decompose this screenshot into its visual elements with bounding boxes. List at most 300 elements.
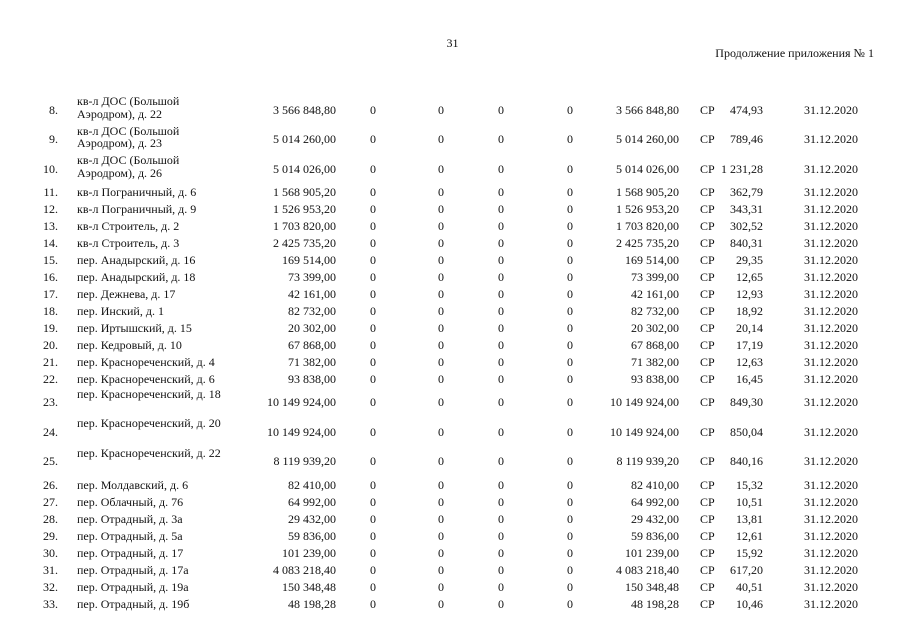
zero-cell-4: 0 xyxy=(567,355,573,369)
zero-cell-2: 0 xyxy=(438,395,444,410)
row-number: 22. xyxy=(43,372,58,386)
due-date-cell: 31.12.2020 xyxy=(804,477,858,492)
area-value-cell: 18,92 xyxy=(736,304,763,318)
address-cell: кв-л ДОС (Большой Аэродром), д. 23 xyxy=(77,123,180,150)
table-row xyxy=(0,286,905,303)
zero-cell-1: 0 xyxy=(370,161,376,176)
address-cell: пер. Иртышский, д. 15 xyxy=(77,320,192,335)
area-value-cell: 40,51 xyxy=(736,579,763,594)
source-code-cell: СР xyxy=(700,494,715,509)
area-value-cell: 302,52 xyxy=(730,219,763,233)
address-cell: пер. Краснореченский, д. 22 xyxy=(77,445,221,460)
zero-cell-2: 0 xyxy=(438,579,444,594)
source-code-cell: СР xyxy=(700,304,715,318)
total-amount-cell: 82 732,00 xyxy=(288,304,336,318)
row-number: 29. xyxy=(43,528,58,543)
row-number: 18. xyxy=(43,304,58,318)
source-code-cell: СР xyxy=(700,102,715,117)
table-row xyxy=(0,184,905,201)
funded-amount-cell: 20 302,00 xyxy=(631,321,679,335)
source-code-cell: СР xyxy=(700,596,715,611)
zero-cell-3: 0 xyxy=(498,161,504,176)
address-cell: пер. Анадырский, д. 16 xyxy=(77,252,196,267)
total-amount-cell: 67 868,00 xyxy=(288,338,336,352)
zero-cell-1: 0 xyxy=(370,477,376,492)
row-number: 16. xyxy=(43,270,58,284)
zero-cell-4: 0 xyxy=(567,579,573,594)
due-date-cell: 31.12.2020 xyxy=(804,161,858,176)
funded-amount-cell: 101 239,00 xyxy=(625,545,679,560)
total-amount-cell: 71 382,00 xyxy=(288,355,336,369)
area-value-cell: 12,93 xyxy=(736,287,763,301)
area-value-cell: 840,16 xyxy=(730,454,763,469)
zero-cell-2: 0 xyxy=(438,270,444,284)
table-row xyxy=(0,201,905,218)
table-row xyxy=(0,125,905,155)
zero-cell-2: 0 xyxy=(438,528,444,543)
zero-cell-4: 0 xyxy=(567,545,573,560)
zero-cell-4: 0 xyxy=(567,372,573,386)
source-code-cell: СР xyxy=(700,395,715,410)
total-amount-cell: 101 239,00 xyxy=(282,545,336,560)
area-value-cell: 617,20 xyxy=(730,562,763,577)
zero-cell-1: 0 xyxy=(370,528,376,543)
table-row xyxy=(0,252,905,269)
zero-cell-1: 0 xyxy=(370,132,376,147)
funded-amount-cell: 2 425 735,20 xyxy=(616,236,679,250)
row-number: 13. xyxy=(43,219,58,233)
area-value-cell: 13,81 xyxy=(736,511,763,526)
table-row xyxy=(0,95,905,125)
zero-cell-2: 0 xyxy=(438,338,444,352)
due-date-cell: 31.12.2020 xyxy=(804,528,858,543)
zero-cell-2: 0 xyxy=(438,236,444,250)
zero-cell-3: 0 xyxy=(498,304,504,318)
due-date-cell: 31.12.2020 xyxy=(804,511,858,526)
zero-cell-2: 0 xyxy=(438,102,444,117)
area-value-cell: 474,93 xyxy=(730,102,763,117)
funded-amount-cell: 82 732,00 xyxy=(631,304,679,318)
zero-cell-3: 0 xyxy=(498,132,504,147)
funded-amount-cell: 67 868,00 xyxy=(631,338,679,352)
zero-cell-3: 0 xyxy=(498,355,504,369)
zero-cell-4: 0 xyxy=(567,454,573,469)
area-value-cell: 850,04 xyxy=(730,424,763,439)
due-date-cell: 31.12.2020 xyxy=(804,596,858,611)
zero-cell-3: 0 xyxy=(498,454,504,469)
due-date-cell: 31.12.2020 xyxy=(804,562,858,577)
row-number: 15. xyxy=(43,253,58,267)
source-code-cell: СР xyxy=(700,454,715,469)
zero-cell-2: 0 xyxy=(438,287,444,301)
zero-cell-4: 0 xyxy=(567,395,573,410)
zero-cell-1: 0 xyxy=(370,202,376,216)
table-row xyxy=(0,561,905,578)
row-number: 21. xyxy=(43,355,58,369)
zero-cell-3: 0 xyxy=(498,562,504,577)
funded-amount-cell: 8 119 939,20 xyxy=(616,454,679,469)
funded-amount-cell: 29 432,00 xyxy=(631,511,679,526)
due-date-cell: 31.12.2020 xyxy=(804,454,858,469)
zero-cell-4: 0 xyxy=(567,236,573,250)
source-code-cell: СР xyxy=(700,545,715,560)
zero-cell-1: 0 xyxy=(370,424,376,439)
source-code-cell: СР xyxy=(700,562,715,577)
total-amount-cell: 1 568 905,20 xyxy=(273,185,336,199)
zero-cell-1: 0 xyxy=(370,511,376,526)
table-row xyxy=(0,303,905,320)
funded-amount-cell: 1 526 953,20 xyxy=(616,202,679,216)
funded-amount-cell: 59 836,00 xyxy=(631,528,679,543)
source-code-cell: СР xyxy=(700,355,715,369)
due-date-cell: 31.12.2020 xyxy=(804,424,858,439)
total-amount-cell: 2 425 735,20 xyxy=(273,236,336,250)
zero-cell-3: 0 xyxy=(498,102,504,117)
address-cell: пер. Отрадный, д. 3а xyxy=(77,511,183,526)
zero-cell-3: 0 xyxy=(498,253,504,267)
zero-cell-1: 0 xyxy=(370,102,376,117)
source-code-cell: СР xyxy=(700,338,715,352)
address-cell: пер. Отрадный, д. 19б xyxy=(77,596,190,611)
total-amount-cell: 93 838,00 xyxy=(288,372,336,386)
source-code-cell: СР xyxy=(700,161,715,176)
zero-cell-4: 0 xyxy=(567,321,573,335)
total-amount-cell: 59 836,00 xyxy=(288,528,336,543)
zero-cell-3: 0 xyxy=(498,596,504,611)
zero-cell-4: 0 xyxy=(567,338,573,352)
funded-amount-cell: 150 348,48 xyxy=(625,579,679,594)
area-value-cell: 10,46 xyxy=(736,596,763,611)
funded-amount-cell: 48 198,28 xyxy=(631,596,679,611)
table-row xyxy=(0,527,905,544)
funded-amount-cell: 4 083 218,40 xyxy=(616,562,679,577)
total-amount-cell: 20 302,00 xyxy=(288,321,336,335)
zero-cell-1: 0 xyxy=(370,185,376,199)
funded-amount-cell: 1 703 820,00 xyxy=(616,219,679,233)
row-number: 24. xyxy=(43,424,58,439)
funded-amount-cell: 3 566 848,80 xyxy=(616,102,679,117)
table-row xyxy=(0,447,905,477)
zero-cell-2: 0 xyxy=(438,321,444,335)
zero-cell-4: 0 xyxy=(567,132,573,147)
total-amount-cell: 3 566 848,80 xyxy=(273,102,336,117)
zero-cell-1: 0 xyxy=(370,579,376,594)
zero-cell-4: 0 xyxy=(567,494,573,509)
table-row xyxy=(0,218,905,235)
funded-amount-cell: 10 149 924,00 xyxy=(610,424,679,439)
table-row xyxy=(0,337,905,354)
zero-cell-1: 0 xyxy=(370,270,376,284)
address-cell: пер. Кедровый, д. 10 xyxy=(77,337,182,352)
zero-cell-3: 0 xyxy=(498,219,504,233)
area-value-cell: 789,46 xyxy=(730,132,763,147)
area-value-cell: 15,32 xyxy=(736,477,763,492)
table-row xyxy=(0,417,905,447)
zero-cell-3: 0 xyxy=(498,424,504,439)
address-cell: кв-л Пограничный, д. 6 xyxy=(77,184,197,199)
table-row xyxy=(0,493,905,510)
funded-amount-cell: 169 514,00 xyxy=(625,253,679,267)
zero-cell-1: 0 xyxy=(370,287,376,301)
total-amount-cell: 1 526 953,20 xyxy=(273,202,336,216)
table-row xyxy=(0,371,905,388)
total-amount-cell: 5 014 260,00 xyxy=(273,132,336,147)
row-number: 33. xyxy=(43,596,58,611)
row-number: 17. xyxy=(43,287,58,301)
zero-cell-3: 0 xyxy=(498,494,504,509)
table-row xyxy=(0,578,905,595)
row-number: 19. xyxy=(43,321,58,335)
zero-cell-2: 0 xyxy=(438,477,444,492)
zero-cell-1: 0 xyxy=(370,355,376,369)
table-row xyxy=(0,269,905,286)
area-value-cell: 849,30 xyxy=(730,395,763,410)
zero-cell-2: 0 xyxy=(438,132,444,147)
zero-cell-2: 0 xyxy=(438,185,444,199)
zero-cell-4: 0 xyxy=(567,219,573,233)
source-code-cell: СР xyxy=(700,477,715,492)
table-row xyxy=(0,354,905,371)
total-amount-cell: 29 432,00 xyxy=(288,511,336,526)
source-code-cell: СР xyxy=(700,202,715,216)
zero-cell-4: 0 xyxy=(567,270,573,284)
row-number: 14. xyxy=(43,236,58,250)
source-code-cell: СР xyxy=(700,185,715,199)
row-number: 23. xyxy=(43,395,58,410)
zero-cell-3: 0 xyxy=(498,528,504,543)
funded-amount-cell: 5 014 260,00 xyxy=(616,132,679,147)
zero-cell-3: 0 xyxy=(498,395,504,410)
due-date-cell: 31.12.2020 xyxy=(804,321,858,335)
address-cell: пер. Краснореченский, д. 4 xyxy=(77,354,215,369)
zero-cell-1: 0 xyxy=(370,253,376,267)
total-amount-cell: 10 149 924,00 xyxy=(267,424,336,439)
funded-amount-cell: 1 568 905,20 xyxy=(616,185,679,199)
source-code-cell: СР xyxy=(700,321,715,335)
zero-cell-1: 0 xyxy=(370,562,376,577)
zero-cell-1: 0 xyxy=(370,596,376,611)
zero-cell-4: 0 xyxy=(567,102,573,117)
zero-cell-3: 0 xyxy=(498,202,504,216)
due-date-cell: 31.12.2020 xyxy=(804,287,858,301)
zero-cell-1: 0 xyxy=(370,321,376,335)
zero-cell-1: 0 xyxy=(370,454,376,469)
zero-cell-4: 0 xyxy=(567,304,573,318)
zero-cell-1: 0 xyxy=(370,304,376,318)
area-value-cell: 840,31 xyxy=(730,236,763,250)
table-row xyxy=(0,595,905,612)
address-cell: пер. Отрадный, д. 17а xyxy=(77,562,189,577)
zero-cell-4: 0 xyxy=(567,161,573,176)
row-number: 10. xyxy=(43,161,58,176)
total-amount-cell: 4 083 218,40 xyxy=(273,562,336,577)
address-cell: пер. Краснореченский, д. 18 xyxy=(77,386,221,401)
zero-cell-1: 0 xyxy=(370,338,376,352)
zero-cell-3: 0 xyxy=(498,511,504,526)
area-value-cell: 29,35 xyxy=(736,253,763,267)
table-row xyxy=(0,235,905,252)
zero-cell-1: 0 xyxy=(370,372,376,386)
source-code-cell: СР xyxy=(700,270,715,284)
table-row xyxy=(0,320,905,337)
zero-cell-3: 0 xyxy=(498,338,504,352)
source-code-cell: СР xyxy=(700,253,715,267)
zero-cell-2: 0 xyxy=(438,219,444,233)
zero-cell-2: 0 xyxy=(438,454,444,469)
total-amount-cell: 10 149 924,00 xyxy=(267,395,336,410)
address-cell: кв-л Пограничный, д. 9 xyxy=(77,201,197,216)
source-code-cell: СР xyxy=(700,132,715,147)
funded-amount-cell: 42 161,00 xyxy=(631,287,679,301)
data-table xyxy=(0,95,905,612)
zero-cell-1: 0 xyxy=(370,494,376,509)
zero-cell-1: 0 xyxy=(370,219,376,233)
total-amount-cell: 42 161,00 xyxy=(288,287,336,301)
zero-cell-4: 0 xyxy=(567,202,573,216)
due-date-cell: 31.12.2020 xyxy=(804,253,858,267)
zero-cell-4: 0 xyxy=(567,253,573,267)
table-row xyxy=(0,388,905,418)
source-code-cell: СР xyxy=(700,219,715,233)
total-amount-cell: 48 198,28 xyxy=(288,596,336,611)
area-value-cell: 16,45 xyxy=(736,372,763,386)
row-number: 31. xyxy=(43,562,58,577)
address-cell: кв-л Строитель, д. 3 xyxy=(77,235,180,250)
total-amount-cell: 1 703 820,00 xyxy=(273,219,336,233)
address-cell: пер. Отрадный, д. 19а xyxy=(77,579,189,594)
due-date-cell: 31.12.2020 xyxy=(804,338,858,352)
address-cell: пер. Краснореченский, д. 20 xyxy=(77,416,221,430)
zero-cell-2: 0 xyxy=(438,202,444,216)
due-date-cell: 31.12.2020 xyxy=(804,304,858,318)
source-code-cell: СР xyxy=(700,236,715,250)
zero-cell-2: 0 xyxy=(438,545,444,560)
source-code-cell: СР xyxy=(700,528,715,543)
row-number: 25. xyxy=(43,454,58,469)
source-code-cell: СР xyxy=(700,511,715,526)
due-date-cell: 31.12.2020 xyxy=(804,372,858,386)
funded-amount-cell: 64 992,00 xyxy=(631,494,679,509)
zero-cell-2: 0 xyxy=(438,511,444,526)
address-cell: кв-л ДОС (Большой Аэродром), д. 26 xyxy=(77,153,180,180)
zero-cell-3: 0 xyxy=(498,372,504,386)
area-value-cell: 15,92 xyxy=(736,545,763,560)
table-row xyxy=(0,154,905,184)
due-date-cell: 31.12.2020 xyxy=(804,102,858,117)
due-date-cell: 31.12.2020 xyxy=(804,202,858,216)
address-cell: пер. Молдавский, д. 6 xyxy=(77,477,189,492)
row-number: 11. xyxy=(43,185,58,199)
row-number: 26. xyxy=(43,477,58,492)
address-cell: пер. Облачный, д. 76 xyxy=(77,494,184,509)
zero-cell-4: 0 xyxy=(567,596,573,611)
zero-cell-3: 0 xyxy=(498,579,504,594)
funded-amount-cell: 71 382,00 xyxy=(631,355,679,369)
due-date-cell: 31.12.2020 xyxy=(804,236,858,250)
zero-cell-3: 0 xyxy=(498,185,504,199)
zero-cell-4: 0 xyxy=(567,477,573,492)
area-value-cell: 12,61 xyxy=(736,528,763,543)
row-number: 28. xyxy=(43,511,58,526)
source-code-cell: СР xyxy=(700,372,715,386)
table-row xyxy=(0,510,905,527)
total-amount-cell: 150 348,48 xyxy=(282,579,336,594)
total-amount-cell: 64 992,00 xyxy=(288,494,336,509)
total-amount-cell: 82 410,00 xyxy=(288,477,336,492)
zero-cell-2: 0 xyxy=(438,161,444,176)
address-cell: пер. Краснореченский, д. 6 xyxy=(77,371,215,386)
row-number: 12. xyxy=(43,202,58,216)
zero-cell-2: 0 xyxy=(438,494,444,509)
due-date-cell: 31.12.2020 xyxy=(804,395,858,410)
total-amount-cell: 8 119 939,20 xyxy=(273,454,336,469)
zero-cell-2: 0 xyxy=(438,355,444,369)
page-number: 31 xyxy=(446,36,459,50)
address-cell: пер. Отрадный, д. 17 xyxy=(77,545,184,560)
zero-cell-4: 0 xyxy=(567,287,573,301)
funded-amount-cell: 73 399,00 xyxy=(631,270,679,284)
zero-cell-2: 0 xyxy=(438,372,444,386)
table-row xyxy=(0,476,905,493)
row-number: 27. xyxy=(43,494,58,509)
zero-cell-2: 0 xyxy=(438,424,444,439)
area-value-cell: 20,14 xyxy=(736,321,763,335)
area-value-cell: 362,79 xyxy=(730,185,763,199)
zero-cell-4: 0 xyxy=(567,424,573,439)
row-number: 32. xyxy=(43,579,58,594)
row-number: 8. xyxy=(49,102,58,117)
address-cell: пер. Анадырский, д. 18 xyxy=(77,269,196,284)
zero-cell-3: 0 xyxy=(498,287,504,301)
due-date-cell: 31.12.2020 xyxy=(804,355,858,369)
zero-cell-3: 0 xyxy=(498,477,504,492)
total-amount-cell: 5 014 026,00 xyxy=(273,161,336,176)
area-value-cell: 12,65 xyxy=(736,270,763,284)
total-amount-cell: 169 514,00 xyxy=(282,253,336,267)
area-value-cell: 343,31 xyxy=(730,202,763,216)
funded-amount-cell: 93 838,00 xyxy=(631,372,679,386)
due-date-cell: 31.12.2020 xyxy=(804,545,858,560)
address-cell: пер. Отрадный, д. 5а xyxy=(77,528,183,543)
address-cell: кв-л ДОС (Большой Аэродром), д. 22 xyxy=(77,94,180,121)
row-number: 20. xyxy=(43,338,58,352)
due-date-cell: 31.12.2020 xyxy=(804,494,858,509)
row-number: 9. xyxy=(49,132,58,147)
due-date-cell: 31.12.2020 xyxy=(804,270,858,284)
address-cell: кв-л Строитель, д. 2 xyxy=(77,218,180,233)
zero-cell-4: 0 xyxy=(567,185,573,199)
zero-cell-2: 0 xyxy=(438,562,444,577)
zero-cell-1: 0 xyxy=(370,236,376,250)
area-value-cell: 12,63 xyxy=(736,355,763,369)
zero-cell-3: 0 xyxy=(498,545,504,560)
due-date-cell: 31.12.2020 xyxy=(804,185,858,199)
row-number: 30. xyxy=(43,545,58,560)
appendix-continuation-label: Продолжение приложения № 1 xyxy=(715,46,874,60)
area-value-cell: 1 231,28 xyxy=(721,161,763,176)
zero-cell-4: 0 xyxy=(567,562,573,577)
due-date-cell: 31.12.2020 xyxy=(804,579,858,594)
area-value-cell: 17,19 xyxy=(736,338,763,352)
funded-amount-cell: 82 410,00 xyxy=(631,477,679,492)
zero-cell-4: 0 xyxy=(567,511,573,526)
address-cell: пер. Инский, д. 1 xyxy=(77,303,164,318)
zero-cell-2: 0 xyxy=(438,596,444,611)
due-date-cell: 31.12.2020 xyxy=(804,132,858,147)
total-amount-cell: 73 399,00 xyxy=(288,270,336,284)
source-code-cell: СР xyxy=(700,579,715,594)
source-code-cell: СР xyxy=(700,424,715,439)
